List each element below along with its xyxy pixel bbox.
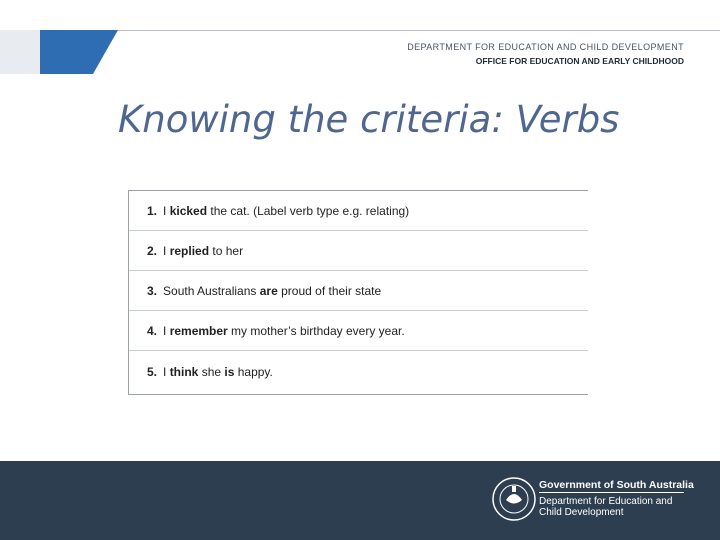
sentence-text: she (198, 365, 225, 379)
sentence-text: to her (209, 243, 244, 258)
verb-text: is (224, 365, 235, 379)
sentence-text: proud of their state (277, 283, 382, 298)
sentence-text: my mother’s birthday every year. (227, 323, 405, 338)
table-row (129, 191, 588, 231)
table-row (129, 271, 588, 311)
sentence-text: South Australians (163, 283, 260, 298)
row-number: 1. (147, 203, 158, 218)
footer-department-line1: Department for Education and (539, 496, 673, 507)
row-number: 2. (147, 243, 158, 258)
verbs-table (128, 190, 588, 395)
sentence-text: happy. (234, 365, 273, 379)
government-name: Government of South Australia (539, 479, 694, 491)
department-name: DEPARTMENT FOR EDUCATION AND CHILD DEVELOPMENT (407, 42, 684, 52)
table-row (129, 231, 588, 271)
sentence-text: I (163, 365, 170, 379)
table-row (129, 311, 588, 351)
table-row (129, 351, 588, 393)
sentence-text: I (163, 203, 170, 218)
sentence-text: the cat. (Label verb type e.g. relating) (207, 203, 410, 218)
header-accent-shape (0, 30, 118, 74)
verb-text: replied (169, 243, 210, 258)
row-number: 5. (147, 365, 158, 379)
footer-department-line2: Child Development (539, 507, 624, 518)
sa-government-crest-icon (489, 474, 539, 524)
row-number: 4. (147, 323, 158, 338)
office-name: OFFICE FOR EDUCATION AND EARLY CHILDHOOD (475, 56, 684, 66)
verb-text: are (259, 283, 278, 298)
verb-text: kicked (169, 203, 208, 218)
sentence-text: I (163, 243, 170, 258)
slide-title: Knowing the criteria: Verbs (118, 98, 620, 141)
footer-divider (539, 492, 684, 493)
sentence-text: I (163, 323, 170, 338)
row-number: 3. (147, 283, 158, 298)
verb-text: think (169, 365, 199, 379)
verb-text: remember (169, 323, 228, 338)
